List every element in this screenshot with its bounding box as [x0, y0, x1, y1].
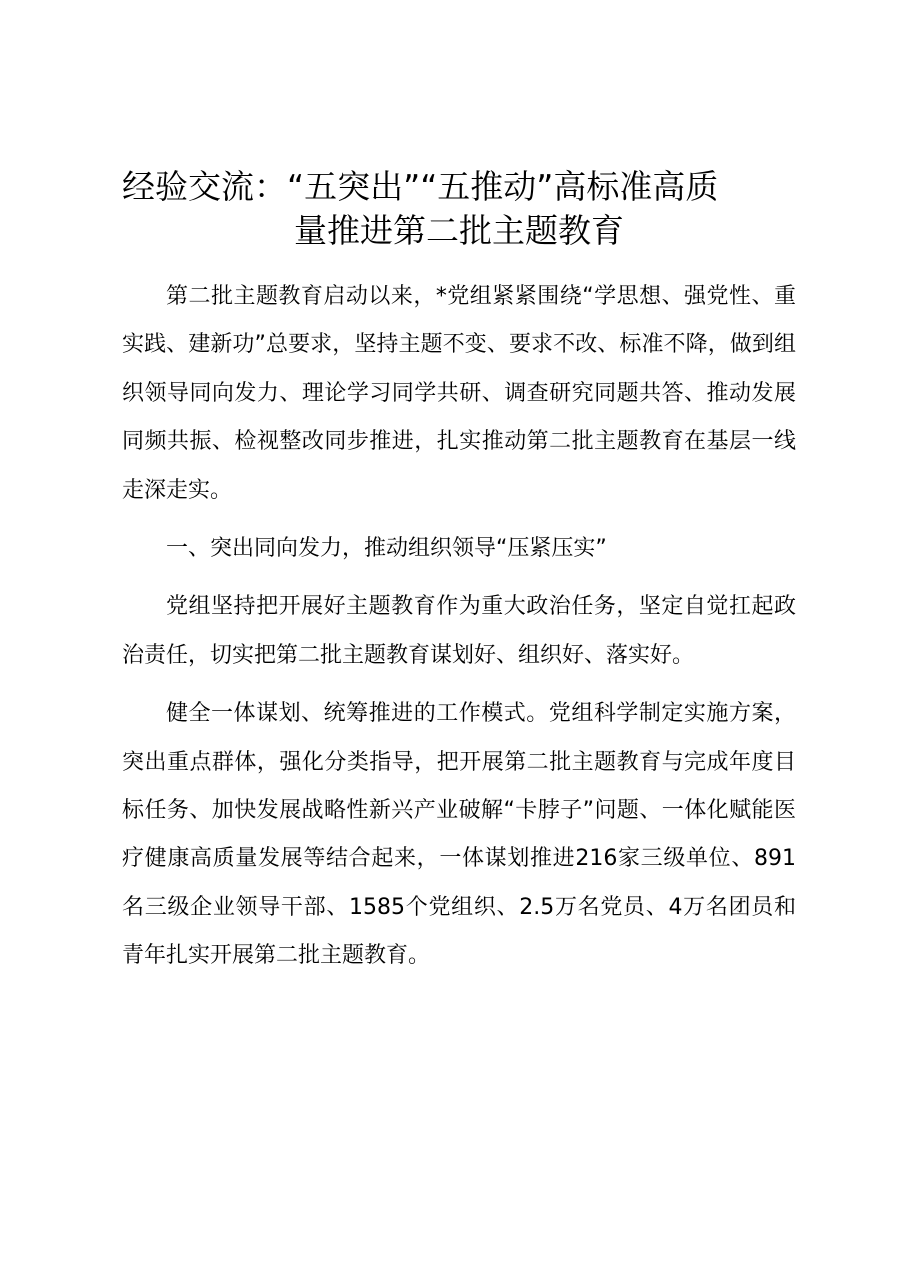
document-content [122, 165, 796, 981]
document-title [122, 165, 796, 253]
section-heading-1: 一、突出同向发力，推动组织领导“压紧压实” [166, 536, 607, 562]
intro-paragraph: 第二批主题教育启动以来，*党组紧紧围绕“学思想、强党性、重实践、建新功”总要求，坚持主题不变、要求不改、标准不降，做到组织领导同向发力、理论学习同学共研、调查研究同题共答、推动发展同频共振、检视整改同步推进，扎实推动第二批主题教育在基层一线走深走实。 [122, 284, 796, 503]
title-line-1: 经验交流：“五突出”“五推动”高标准高质 [122, 167, 719, 206]
title-line-2: 量推进第二批主题教育 [294, 211, 624, 250]
section-1-paragraph-2: 健全一体谋划、统筹推进的工作模式。党组科学制定实施方案，突出重点群体，强化分类指导，把开展第二批主题教育与完成年度目标任务、加快发展战略性新兴产业破解“卡脖子”问题、一体化赋能医疗健康高质量发展等结合起来，一体谋划推进216家三级单位、891名三级企业领导干部、1585个党组织、2.5万名党员、4万名团员和青年扎实开展第二批主题教育。 [122, 701, 796, 969]
section-1-paragraph-1: 党组坚持把开展好主题教育作为重大政治任务，坚定自觉扛起政治责任，切实把第二批主题教育谋划好、组织好、落实好。 [122, 594, 796, 668]
document-body [122, 273, 796, 981]
